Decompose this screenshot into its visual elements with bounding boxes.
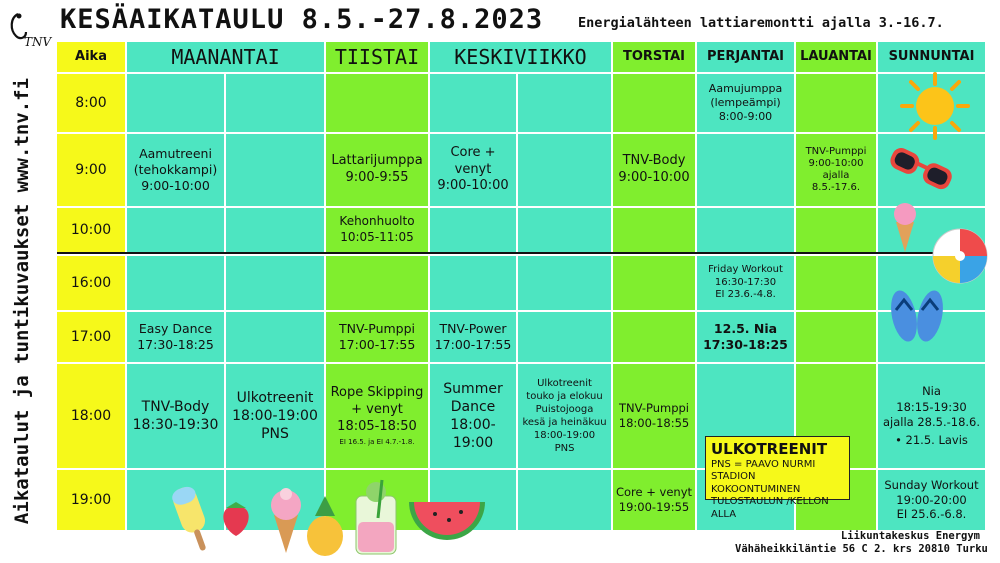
class-tnv-body: TNV-Body 9:00-10:00 [618,153,690,185]
side-website-text: Aikataulut ja tuntikuvaukset www.tnv.fi [11,77,33,525]
footer-line: Vähäheikkiläntie 56 C 2. krs 20810 Turku [735,543,988,556]
header-aika: Aika [57,42,125,72]
grid-cell [613,312,695,362]
class-tnv-pumppi-ti: TNV-Pumppi 17:00-17:55 [338,320,416,352]
rope-skipping-note: EI 16.5. ja EI 4.7.-1.8. [339,437,415,446]
ulkotreenit-line: TULOSTAULUN /KELLON ALLA [711,496,829,520]
time-cell: 18:00 [57,364,125,468]
strawberry-icon [216,498,256,538]
grid-cell [796,74,876,132]
header-lauantai: LAUANTAI [796,42,876,72]
ice-cream-cone-icon [890,196,920,254]
class-sunday-workout: Sunday Workout 19:00-20:00 EI 25.6.-6.8. [884,477,979,522]
class-lattarijumppa: Lattarijumppa 9:00-9:55 [331,153,423,185]
sun-icon [900,72,970,140]
grid-cell [127,208,224,252]
grid-cell [127,256,224,310]
sunglasses-icon [885,140,960,198]
class-aamujumppa: Aamujumppa (lempeämpi) 8:00-9:00 [708,81,783,124]
time-cell: 16:00 [57,256,125,310]
class-core-venyt-to: Core + venyt 19:00-19:55 [615,485,693,514]
page-subtitle: Energialähteen lattiaremontti ajalla 3.-16.7. [578,15,944,31]
grid-cell [796,208,876,252]
footer-line: Liikuntakeskus Energym [840,530,980,542]
class-rope-skipping [326,364,428,468]
header-maanantai: MAANANTAI [127,42,324,72]
class-tnv-body-ma: TNV-Body 18:30-19:30 [132,398,219,433]
grid-cell [697,134,794,206]
time-cell: 9:00 [57,134,125,206]
class-easy-dance: Easy Dance 17:30-18:25 [137,320,214,352]
grid-cell [226,74,324,132]
rope-skipping-text: Rope Skipping + venyt 18:05-18:50 [330,385,424,434]
grid-cell [127,74,224,132]
header-torstai: TORSTAI [613,42,695,72]
time-cell: 17:00 [57,312,125,362]
class-tnv-pumppi-to: TNV-Pumppi 18:00-18:55 [618,401,690,430]
class-kehonhuolto: Kehonhuolto 10:05-11:05 [339,214,415,244]
grid-cell [697,208,794,252]
time-divider-line [57,252,985,254]
grid-cell [226,256,324,310]
watermelon-icon [405,492,489,550]
grid-cell [613,208,695,252]
time-cell: 19:00 [57,470,125,530]
grid-cell [518,256,611,310]
grid-cell [518,312,611,362]
grid-cell [326,74,428,132]
grid-cell [326,256,428,310]
grid-cell [430,208,516,252]
grid-cell [430,256,516,310]
grid-cell [613,74,695,132]
grid-cell [226,208,324,252]
header-keskiviikko: KESKIVIIKKO [430,42,611,72]
grid-cell [613,256,695,310]
grid-cell [226,312,324,362]
header-sunnuntai: SUNNUNTAI [878,42,985,72]
grid-cell [796,256,876,310]
class-friday-workout: Friday Workout 16:30-17:30 EI 23.6.-4.8. [708,264,783,301]
grid-cell [518,470,611,530]
logo-text: TNV [24,35,52,49]
footer-address [735,530,988,556]
class-tnv-power: TNV-Power 17:00-17:55 [434,320,512,352]
time-cell: 10:00 [57,208,125,252]
header-tiistai: TIISTAI [326,42,428,72]
grid-cell [518,134,611,206]
ice-cream-icon [266,485,306,555]
ulkotreenit-info-box [705,436,850,520]
smoothie-icon [350,478,402,558]
page-title: KESÄAIKATAULU 8.5.-27.8.2023 [60,4,544,35]
pineapple-icon [302,492,348,558]
time-cell: 8:00 [57,74,125,132]
ulkotreenit-title: ULKOTREENIT [711,440,828,458]
grid-cell [430,74,516,132]
ulkotreenit-line: PNS = PAAVO NURMI STADION [711,458,816,483]
nia-su-text: Nia 18:15-19:30 ajalla 28.5.-18.6. [882,384,981,430]
nia-su-bullet: • 21.5. Lavis [895,432,968,447]
class-ulkotreenit-ke: Ulkotreenit touko ja elokuu Puistojooga kesä ja heinäkuu 18:00-19:00 PNS [522,378,607,454]
grid-cell [796,312,876,362]
class-nia-pe: 12.5. Nia 17:30-18:25 [703,320,788,352]
grid-cell [518,74,611,132]
header-perjantai: PERJANTAI [697,42,794,72]
class-core-venyt: Core + venyt 9:00-10:00 [437,144,509,194]
class-tnv-pumppi-la: TNV-Pumppi 9:00-10:00 ajalla 8.5.-17.6. [805,146,867,193]
beach-ball-icon [930,226,990,286]
popsicle-icon [168,480,218,556]
class-ulkotreenit-ma: Ulkotreenit 18:00-19:00 PNS [232,389,318,443]
flip-flops-icon [886,286,950,348]
class-aamutreeni: Aamutreeni (tehokkampi) 9:00-10:00 [133,145,218,194]
grid-cell [518,208,611,252]
class-nia-su [878,364,985,468]
ulkotreenit-line: KOKOONTUMINEN [711,483,801,495]
grid-cell [226,134,324,206]
class-summer-dance: Summer Dance 18:00- 19:00 [443,380,503,452]
